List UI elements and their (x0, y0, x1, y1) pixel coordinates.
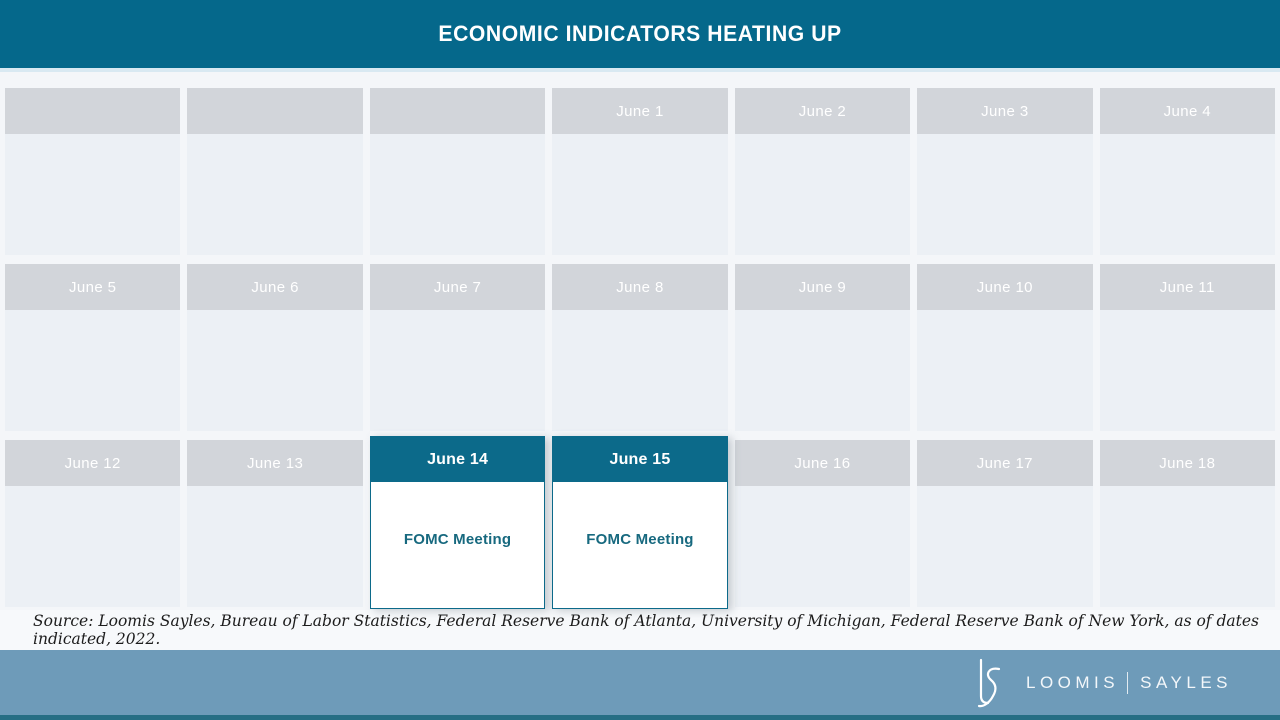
cell-date-label: June 16 (735, 440, 910, 486)
calendar-cell-june-14 (370, 436, 545, 609)
brand-name-sayles: SAYLES (1140, 672, 1232, 692)
calendar-cell-june-4 (1100, 88, 1275, 255)
calendar-cell-june-17 (917, 440, 1092, 607)
cell-date-label: June 12 (5, 440, 180, 486)
calendar-cell-june-18 (1100, 440, 1275, 607)
cell-date-label: June 3 (917, 88, 1092, 134)
calendar-cell-june-11 (1100, 264, 1275, 431)
cell-date-label: June 4 (1100, 88, 1275, 134)
calendar-grid (0, 72, 1280, 610)
cell-date-label (370, 88, 545, 134)
cell-body (370, 134, 545, 255)
cell-date-label: June 17 (917, 440, 1092, 486)
cell-body (1100, 310, 1275, 431)
cell-body (187, 310, 362, 431)
cell-body (5, 310, 180, 431)
source-note: Source: Loomis Sayles, Bureau of Labor Statistics, Federal Reserve Bank of Atlanta, University of Michigan, Federal Reserve Bank of New York, as of dates indicated, 2022. (33, 612, 1259, 648)
cell-body (735, 486, 910, 607)
calendar-cell-blank (5, 88, 180, 255)
calendar-cell-june-8 (552, 264, 727, 431)
calendar-cell-june-13 (187, 440, 362, 607)
cell-date-label: June 2 (735, 88, 910, 134)
cell-body (371, 482, 544, 608)
calendar-cell-june-6 (187, 264, 362, 431)
page-title: ECONOMIC INDICATORS HEATING UP (438, 21, 842, 46)
cell-body (370, 310, 545, 431)
cell-body (917, 486, 1092, 607)
cell-date-label: June 1 (552, 88, 727, 134)
cell-date-label: June 14 (371, 437, 544, 482)
calendar-cell-blank (187, 88, 362, 255)
cell-body (917, 134, 1092, 255)
cell-date-label: June 9 (735, 264, 910, 310)
brand-lockup (968, 657, 1232, 709)
cell-date-label (187, 88, 362, 134)
calendar-cell-june-16 (735, 440, 910, 607)
cell-body (552, 310, 727, 431)
cell-body (735, 310, 910, 431)
footer-bar (0, 650, 1280, 715)
calendar-cell-june-5 (5, 264, 180, 431)
cell-date-label: June 10 (917, 264, 1092, 310)
loomis-sayles-monogram-icon (968, 657, 1008, 709)
cell-date-label (5, 88, 180, 134)
cell-body (553, 482, 726, 608)
cell-date-label: June 18 (1100, 440, 1275, 486)
calendar-cell-june-12 (5, 440, 180, 607)
cell-body (187, 134, 362, 255)
calendar-cell-blank (370, 88, 545, 255)
cell-body (552, 134, 727, 255)
calendar-cell-june-15 (552, 436, 727, 609)
cell-body (5, 486, 180, 607)
bottom-accent-strip (0, 715, 1280, 720)
brand-name-loomis: LOOMIS (1025, 672, 1120, 692)
source-strip (0, 610, 1280, 650)
calendar-cell-june-2 (735, 88, 910, 255)
title-banner (0, 0, 1280, 68)
cell-body (187, 486, 362, 607)
calendar-cell-june-7 (370, 264, 545, 431)
cell-body (5, 134, 180, 255)
cell-body (1100, 486, 1275, 607)
cell-date-label: June 13 (187, 440, 362, 486)
cell-body (917, 310, 1092, 431)
cell-date-label: June 5 (5, 264, 180, 310)
calendar-cell-june-3 (917, 88, 1092, 255)
calendar-cell-june-10 (917, 264, 1092, 431)
cell-date-label: June 8 (552, 264, 727, 310)
cell-body (735, 134, 910, 255)
calendar-cell-june-9 (735, 264, 910, 431)
cell-date-label: June 7 (370, 264, 545, 310)
calendar-cell-june-1 (552, 88, 727, 255)
cell-body (1100, 134, 1275, 255)
event-label: FOMC Meeting (403, 530, 512, 548)
cell-date-label: June 15 (553, 437, 726, 482)
cell-date-label: June 6 (187, 264, 362, 310)
brand-divider (1127, 672, 1128, 694)
event-label: FOMC Meeting (586, 530, 694, 548)
cell-date-label: June 11 (1100, 264, 1275, 310)
